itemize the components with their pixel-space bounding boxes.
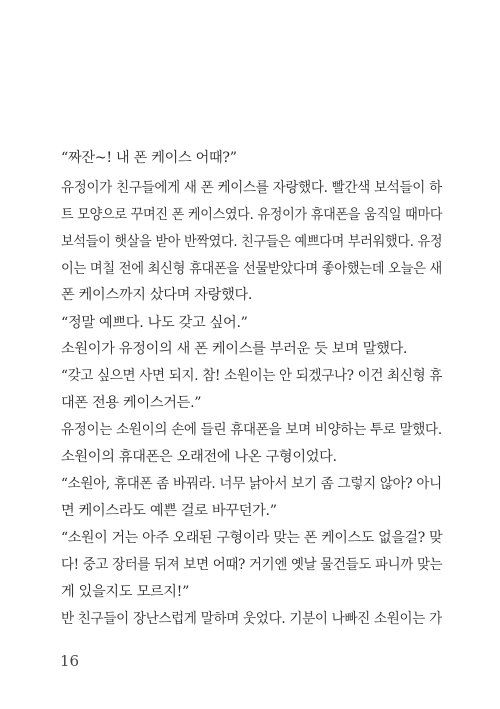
text-line: “짜잔~! 내 폰 케이스 어때?” [61,150,237,166]
text-line: 폰 케이스까지 샀다며 자랑했다. [61,287,253,303]
text-line: 대폰 전용 케이스거든.” [61,395,202,411]
text-line: 유정이가 친구들에게 새 폰 케이스를 자랑했다. 빨간색 보석들이 하 [61,180,442,196]
text-line: “정말 예쁘다. 나도 갖고 싶어.” [61,315,248,331]
text-line: 유정이는 소원이의 손에 들린 휴대폰을 보며 비양하는 투로 말했다. [61,422,442,438]
text-line: “소원이 거는 아주 오래된 구형이라 맞는 폰 케이스도 없을걸? 맞 [61,530,443,546]
text-line: 이는 며칠 전에 최신형 휴대폰을 선물받았다며 좋아했는데 오늘은 새 [61,261,443,277]
text-line: 소원이가 유정이의 새 폰 케이스를 부러운 듯 보며 말했다. [61,341,408,357]
text-line: 트 모양으로 꾸며진 폰 케이스였다. 유정이가 휴대폰을 움직일 때마다 [61,207,443,223]
text-line: 면 케이스라도 예쁜 걸로 바꾸던가.” [61,503,277,519]
text-line: 소원이의 휴대폰은 오래전에 나온 구형이었다. [61,449,337,465]
text-line: “소원아, 휴대폰 좀 바꿔라. 너무 낡아서 보기 좀 그렇지 않아? 아니 [61,476,442,492]
page-number: 16 [60,652,80,670]
text-line: 보석들이 햇살을 받아 반짝였다. 친구들은 예쁘다며 부러워했다. 유정 [61,234,443,250]
text-line: 다! 중고 장터를 뒤져 보면 어때? 거기엔 옛날 물건들도 파니까 맞는 [61,557,443,573]
text-line: “갖고 싶으면 사면 되지. 참! 소원이는 안 되겠구나? 이건 최신형 휴 [61,368,443,384]
text-line: 반 친구들이 장난스럽게 말하며 웃었다. 기분이 나빠진 소원이는 가 [61,611,442,627]
text-line: 게 있을지도 모르지!” [61,584,190,600]
